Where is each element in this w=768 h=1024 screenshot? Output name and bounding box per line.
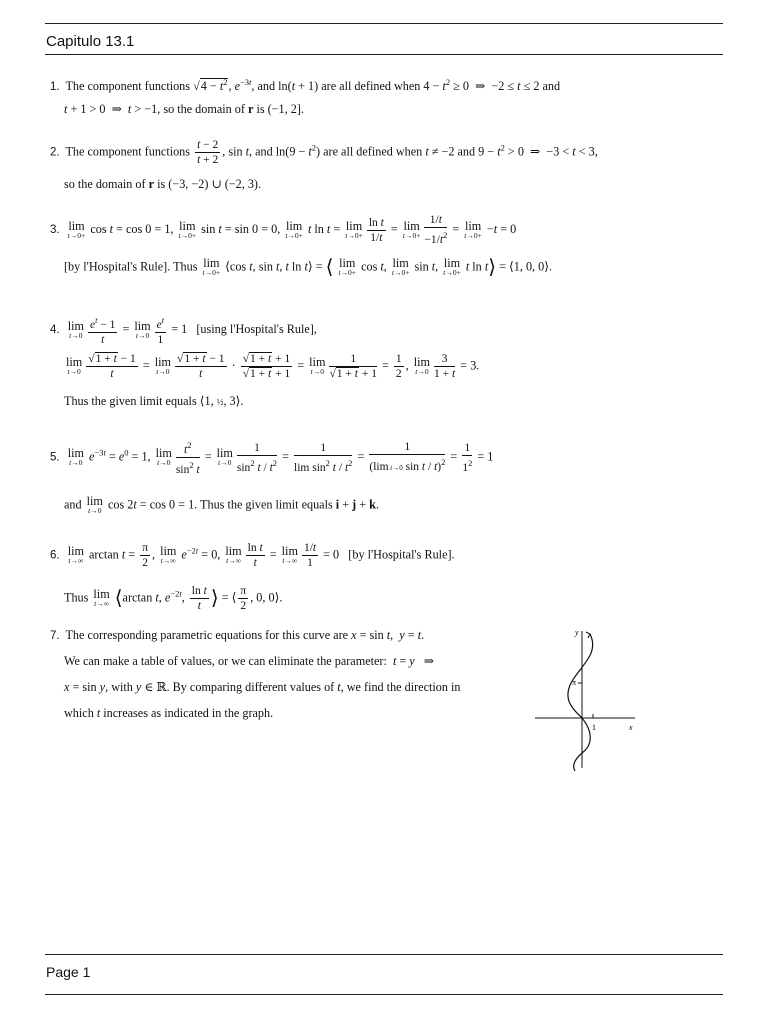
- footer-top-rule: [45, 954, 723, 955]
- problem-3-line-2: [by l'Hospital's Rule]. Thus lim t→0+ ⟨cos t, sin t, t ln t⟩ = ⟨ lim t→0+ cos t, lim t→0+ sin t, lim t→0+ t ln t⟩ = ⟨1, 0, 0⟩.: [64, 256, 553, 279]
- page-title: Capitulo 13.1: [46, 33, 135, 50]
- problem-7-line-3: x = sin y, with y ∈ ℝ. By comparing different values of t, we find the direction in: [64, 680, 461, 694]
- problem-2-line-2: so the domain of r is (−3, −2) ∪ (−2, 3).: [64, 177, 262, 191]
- problem-7-line-4: which t increases as indicated in the graph.: [64, 706, 274, 720]
- x-axis-label: x: [629, 723, 633, 732]
- sine-curve-graph: [530, 626, 650, 771]
- problem-1-line-1: 1. The component functions $√4 - t^2$, $e^{-3t}$, and ln(t + 1) are all defined when $4 - t^2 \ge 0$ ⇒ −2 ≤ t ≤ 2 and: [50, 77, 561, 93]
- problem-1-line-2: t + 1 > 0 ⇒ t > −1, so the domain of r is (−1, 2].: [64, 102, 304, 116]
- problem-4-line-1: 4. lim t→0 $\frac{e^t - 1}{t}$ = lim t→0 $\frac{e^t}{1}$ = 1 [using l'Hospital's Rule],: [50, 315, 317, 346]
- header-top-rule: [45, 23, 723, 24]
- header-bottom-rule: [45, 54, 723, 55]
- problem-7-line-1: 7. The corresponding parametric equations for this curve are x = sin t, y = t.: [50, 628, 425, 642]
- problem-5-line-1: 5. lim t→0 $e^{-3t} = e^0 = 1$, lim t→0 $\frac{t^2}{\sin^2 t}$ = lim t→0 $\frac{1}{\sin^2 t / t^2}$ = $\frac{1}{\lim \sin^2 t / t^2}$ = $\frac{1}{(\lim t\to 0 \sin t / t)^2}$ = $\frac{1}{1^2}$ = 1: [50, 440, 494, 476]
- problem-6-line-1: 6. lim t→∞ arctan t = $\frac{\pi}{2}$ , lim t→∞ $e^{-2t} = 0$, lim t→∞ $\frac{\text{ln t}}{t}$ = lim t→∞ $\frac{1/t}{1}$ = 0 [by l'Hospital's Rule].: [50, 542, 455, 569]
- problem-4-line-3: Thus the given limit equals ⟨1, ½, 3⟩.: [64, 394, 244, 408]
- problem-5-line-2: and lim t→0 cos 2t = cos 0 = 1. Thus the given limit equals i + j + k.: [64, 494, 379, 515]
- direction-arrow: [586, 632, 590, 638]
- problem-3-line-1: 3. lim t→0+ cos t = cos 0 = 1, lim t→0+ sin t = sin 0 = 0, lim t→0+ t ln t = lim t→0+ $\frac{\text{ln t}}{1/t}$ = lim t→0+ $\frac{1/t}{-1/t^2}$ = lim t→0+ −t = 0: [50, 214, 517, 246]
- sine-curve: [568, 634, 593, 771]
- pi-label: π: [572, 678, 577, 687]
- problem-6-line-2: Thus lim t→∞ ⟨arctan t, $e^{-2t}$, $\frac{\text{ln t}}{t}$ ⟩ = ⟨ $\frac{\pi}{2}$ , 0, 0⟩.: [64, 585, 283, 612]
- problem-7-line-2: We can make a table of values, or we can eliminate the parameter: t = y ⇒: [64, 654, 435, 668]
- problem-4-line-2: lim t→0 $\frac{√1 + t - 1}{t}$ = lim t→0 $\frac{√1 + t - 1}{t}$ · $\frac{√1 + t + 1}{√1 + t + 1}$ = lim t→0 $\frac{1}{√1 + t + 1}$ = $\frac{1}{2}$ , lim t→0 $\frac{3}{1 + t}$ = 3.: [66, 353, 480, 380]
- page-number: Page 1: [46, 964, 91, 980]
- one-label: 1: [592, 723, 596, 732]
- y-axis-label: y: [575, 628, 579, 637]
- problem-2-line-1: 2. The component functions $\frac{t - 2}{t + 2}$ , sin t, and $\ln(9 - t^2)$ are all defined when t ≠ −2 and $9 - t^2 > 0$ ⇒ −3 < t < 3,: [50, 139, 598, 166]
- footer-bottom-rule: [45, 994, 723, 995]
